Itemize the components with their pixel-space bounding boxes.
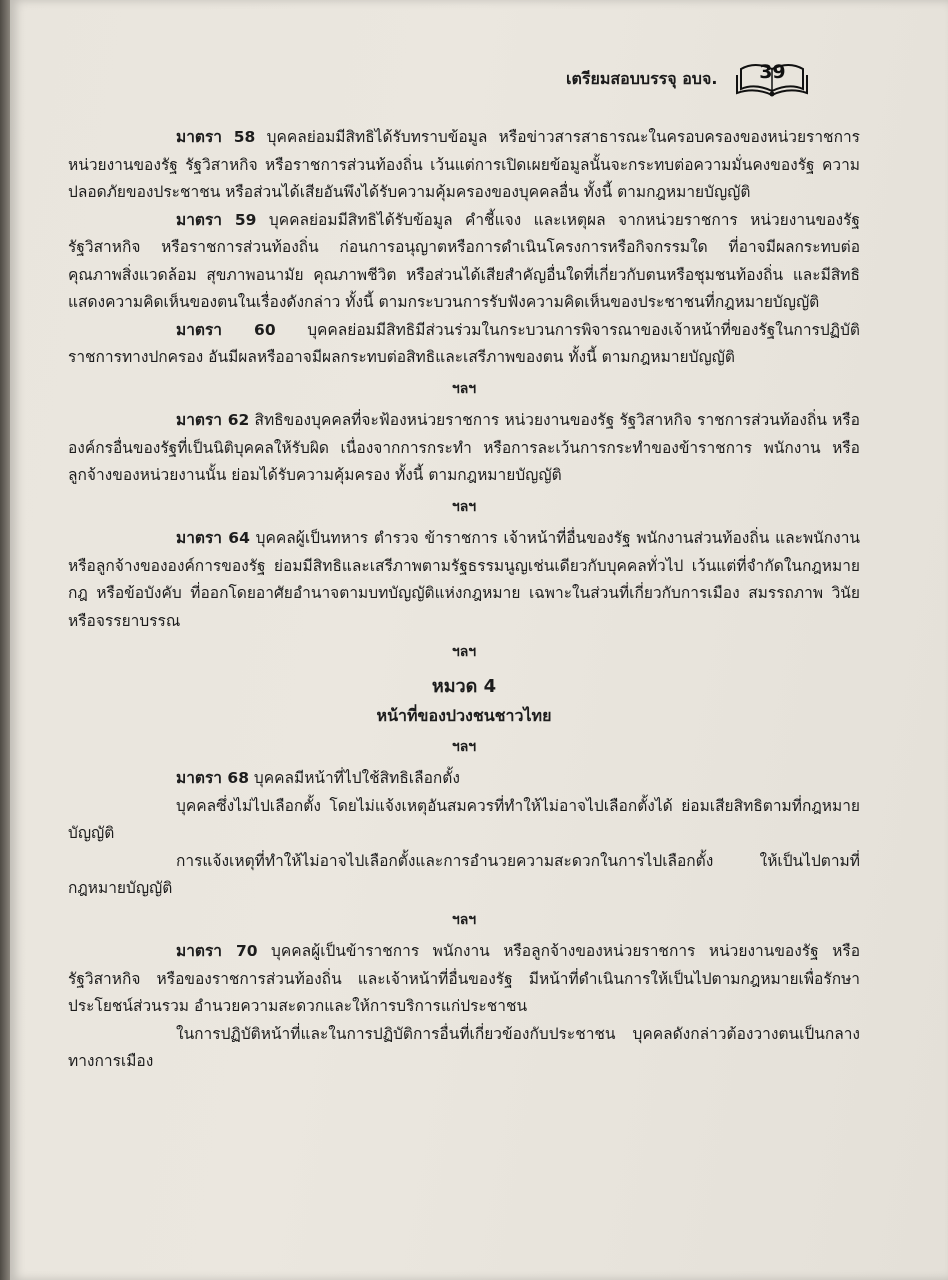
page-number: 39 bbox=[759, 61, 786, 83]
section-label: มาตรา 64 bbox=[176, 529, 250, 547]
section-label: มาตรา 58 bbox=[176, 128, 256, 146]
section-68-paragraph-2: บุคคลซึ่งไม่ไปเลือกตั้ง โดยไม่แจ้งเหตุอันสมควรที่ทำให้ไม่อาจไปเลือกตั้งได้ ย่อมเสียสิทธิตามที่กฎหมายบัญญัติ bbox=[68, 796, 860, 842]
ellipsis-mark: ฯลฯ bbox=[451, 380, 477, 397]
page-header bbox=[566, 62, 809, 96]
document-body bbox=[68, 124, 860, 1076]
section-70-paragraph-2: ในการปฏิบัติหน้าที่และในการปฏิบัติการอื่นที่เกี่ยวข้องกับประชาชน บุคคลดังกล่าวต้องวางตนเป็นกลางทางการเมือง bbox=[68, 1024, 860, 1070]
section-70 bbox=[68, 938, 860, 1021]
section-text: บุคคลผู้เป็นทหาร ตำรวจ ข้าราชการ เจ้าหน้าที่อื่นของรัฐ พนักงานส่วนท้องถิ่น และพนักงานหรือลูกจ้างขององค์การของรัฐ ย่อมมีสิทธิและเสรีภาพตามรัฐธรรมนูญเช่นเดียวกับบุคคลทั่วไป เว้นแต่ที่จำกัดในกฎหมาย กฎ หรือข้อบังคับ ที่ออกโดยอาศัยอำนาจตามบทบัญญัติแห่งกฎหมาย เฉพาะในส่วนที่เกี่ยวกับการเมือง สมรรถภาพ วินัย หรือจรรยาบรรณ bbox=[68, 529, 861, 630]
section-62 bbox=[68, 407, 860, 490]
section-60 bbox=[68, 317, 860, 372]
ellipsis-mark: ฯลฯ bbox=[451, 498, 477, 515]
section-label: มาตรา 68 bbox=[176, 769, 249, 787]
section-text: บุคคลย่อมมีสิทธิได้รับข้อมูล คำชี้แจง และเหตุผล จากหน่วยราชการ หน่วยงานของรัฐ รัฐวิสาหกิจ หรือราชการส่วนท้องถิ่น ก่อนการอนุญาตหรือการดำเนินโครงการหรือกิจกรรมใด ที่อาจมีผลกระทบต่อคุณภาพสิ่งแวดล้อม สุขภาพอนามัย คุณภาพชีวิต หรือส่วนได้เสียสำคัญอื่นใดที่เกี่ยวกับตนหรือชุมชนท้องถิ่น และมีสิทธิแสดงความคิดเห็นของตนในเรื่องดังกล่าว ทั้งนี้ ตามกระบวนการรับฟังความคิดเห็นของประชาชนที่กฎหมายบัญญัติ bbox=[68, 210, 860, 311]
ellipsis-mark: ฯลฯ bbox=[451, 738, 477, 755]
chapter-subtitle: หน้าที่ของปวงชนชาวไทย bbox=[376, 706, 552, 725]
ellipsis-mark: ฯลฯ bbox=[451, 911, 477, 928]
section-label: มาตรา 59 bbox=[176, 210, 257, 229]
section-text: บุคคลย่อมมีสิทธิได้รับทราบข้อมูล หรือข่าวสารสาธารณะในครอบครองของหน่วยราชการ หน่วยงานของรัฐ รัฐวิสาหกิจ หรือราชการส่วนท้องถิ่น เว้นแต่การเปิดเผยข้อมูลนั้นจะกระทบต่อความมั่นคงของรัฐ ความปลอดภัยของประชาชน หรือส่วนได้เสียอันพึงได้รับความคุ้มครองของบุคคลอื่น ทั้งนี้ ตามกฎหมายบัญญัติ bbox=[68, 128, 860, 201]
chapter-title: หมวด 4 bbox=[431, 675, 497, 697]
ellipsis-mark: ฯลฯ bbox=[451, 644, 477, 660]
section-text: บุคคลผู้เป็นข้าราชการ พนักงาน หรือลูกจ้างของหน่วยราชการ หน่วยงานของรัฐ หรือรัฐวิสาหกิจ หรือของราชการส่วนท้องถิ่น และเจ้าหน้าที่อื่นของรัฐ มีหน้าที่ดำเนินการให้เป็นไปตามกฎหมายเพื่อรักษาประโยชน์ส่วนรวม อำนวยความสะดวกและให้การบริการแก่ประชาชน bbox=[68, 942, 861, 1015]
section-68-paragraph-3: การแจ้งเหตุที่ทำให้ไม่อาจไปเลือกตั้งและการอำนวยความสะดวกในการไปเลือกตั้ง ให้เป็นไปตามที่กฎหมายบัญญัติ bbox=[68, 851, 860, 897]
book-page bbox=[10, 0, 948, 1280]
section-text: บุคคลมีหน้าที่ไปใช้สิทธิเลือกตั้ง bbox=[253, 769, 460, 787]
section-59 bbox=[68, 207, 860, 317]
section-64 bbox=[68, 525, 860, 635]
section-58 bbox=[68, 124, 860, 207]
open-book-icon bbox=[735, 59, 809, 99]
page-edge bbox=[0, 0, 10, 1280]
header-title: เตรียมสอบบรรจุ อบจ. bbox=[566, 68, 718, 88]
section-label: มาตรา 70 bbox=[176, 942, 258, 960]
section-label: มาตรา 60 bbox=[176, 320, 276, 339]
section-text: บุคคลย่อมมีสิทธิมีส่วนร่วมในกระบวนการพิจารณาของเจ้าหน้าที่ของรัฐในการปฏิบัติราชการทางปกครอง อันมีผลหรืออาจมีผลกระทบต่อสิทธิและเสรีภาพของตน ทั้งนี้ ตามกฎหมายบัญญัติ bbox=[68, 320, 860, 366]
section-label: มาตรา 62 bbox=[176, 411, 250, 429]
section-text: สิทธิของบุคคลที่จะฟ้องหน่วยราชการ หน่วยงานของรัฐ รัฐวิสาหกิจ ราชการส่วนท้องถิ่น หรือองค์กรอื่นของรัฐที่เป็นนิติบุคคลให้รับผิด เนื่องจากการกระทำ หรือการละเว้นการกระทำของข้าราชการ พนักงาน หรือลูกจ้างของหน่วยงานนั้น ย่อมได้รับความคุ้มครอง ทั้งนี้ ตามกฎหมายบัญญัติ bbox=[68, 411, 860, 484]
section-68 bbox=[68, 765, 860, 793]
